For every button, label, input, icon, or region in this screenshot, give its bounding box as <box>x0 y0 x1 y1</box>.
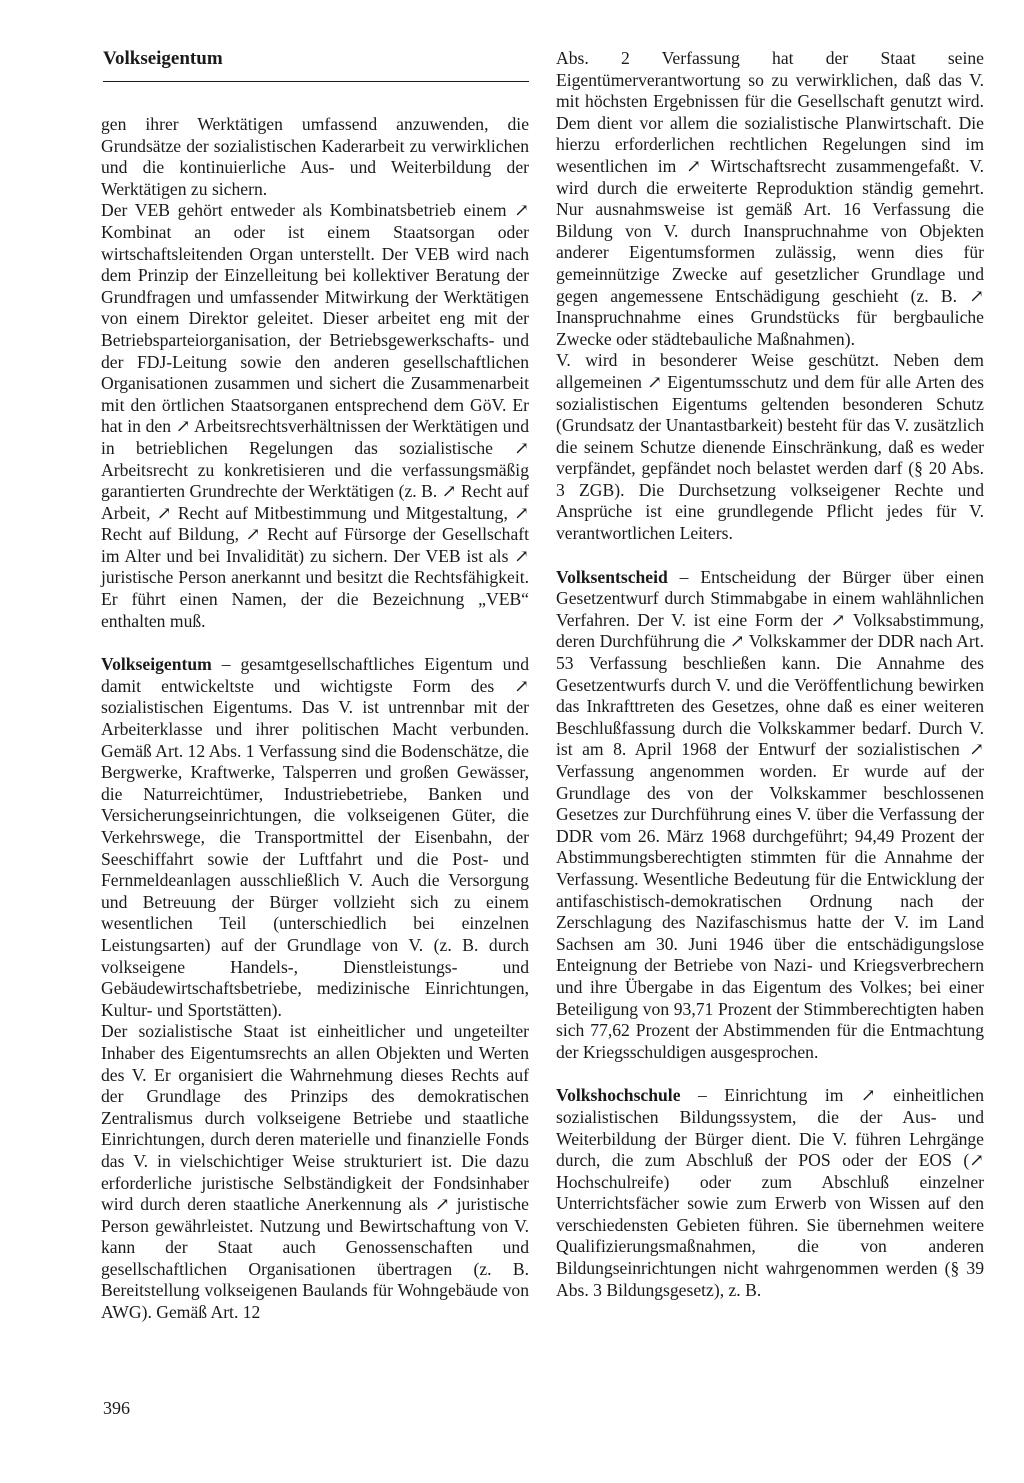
entry-text: – gesamtgesellschaftliches Eigentum und damit entwickeltste und wichtigste Form des ↗ sozialistischen Eigentums. Das V. ist untrennbar mit der Arbeiterklasse und ihrer politischen Macht verbunden. Gemäß Art. 12 Abs. 1 Verfassung sind die Bodenschätze, die Bergwerke, Kraftwerke, Talsperren und großen Gewässer, die Naturreichtümer, Industriebetriebe, Banken und Versicherungseinrichtungen, die volkseigenen Güter, die Verkehrswege, die Transportmittel der Eisenbahn, der Seeschiffahrt sowie der Luftfahrt und die Post- und Fernmeldeanlagen ausschließlich V. Auch die Versorgung und Betreuung der Bürger vollzieht sich zu einem wesentlichen Teil (unterschiedlich bei einzelnen Leistungsarten) auf der Grundlage von V. (z. B. durch volkseigene Handels-, Dienstleistungs- und Gebäudewirtschaftsbetriebe, medizinische Einrichtungen, Kultur- und Sportstätten). <box>101 654 529 1020</box>
page-number: 396 <box>103 1398 130 1418</box>
entry-term: Volksentscheid <box>556 566 668 587</box>
paragraph-text: Abs. 2 Verfassung hat der Staat seine Eigentümerverantwortung so zu verwirklichen, daß das V. mit höchsten Ergebnissen für die Gesellschaft genutzt wird. Dem dient vor allem die sozialistische Planwirtschaft. Die hierzu erforderlichen rechtlichen Regelungen sind im wesentlichen im ↗ Wirtschaftsrecht zusammengefaßt. V. wird durch die erweiterte Reproduktion ständig gemehrt. Nur ausnahmsweise ist gemäß Art. 16 Verfassung die Bildung von V. durch Inanspruchnahme von Objekten anderer Eigentumsformen zulässig, wenn dies für gemeinnützige Zwecke auf gesetzlicher Grundlage und gegen angemessene Entschädigung geschieht (z. B. ↗ Inanspruchnahme eines Grundstücks für bergbauliche Zwecke oder städtebauliche Maßnahmen). <box>556 48 984 349</box>
entry-volkseigentum <box>101 654 529 1021</box>
entry-term: Volkshochschule <box>556 1085 681 1106</box>
header-rule <box>103 81 529 82</box>
paragraph <box>101 114 529 200</box>
paragraph <box>101 200 529 632</box>
entry-volkshochschule <box>556 1085 984 1301</box>
paragraph-text: Der VEB gehört entweder als Kombinatsbetrieb einem ↗ Kombinat an oder ist einem Staatsorgan oder wirtschaftsleitenden Organ unterstellt. Der VEB wird nach dem Prinzip der Einzelleitung bei kollektiver Beratung der Grundfragen und umfassender Mitwirkung der Werktätigen von einem Direktor geleitet. Dieser arbeitet eng mit der Betriebsparteiorganisation, der Betriebsgewerkschafts- und der FDJ-Leitung sowie den anderen gesellschaftlichen Organisationen zusammen und sichert die Zusammenarbeit mit den örtlichen Staatsorganen entsprechend dem GöV. Er hat in den ↗ Arbeitsrechtsverhältnissen der Werktätigen und in betrieblichen Regelungen das sozialistische ↗ Arbeitsrecht zu konkretisieren und die verfassungsmäßig garantierten Grundrechte der Werktätigen (z. B. ↗ Recht auf Arbeit, ↗ Recht auf Mitbestimmung und Mitgestaltung, ↗ Recht auf Bildung, ↗ Recht auf Fürsorge der Gesellschaft im Alter und bei Invalidität) zu sichern. Der VEB ist als ↗ juristische Person anerkannt und besitzt die Rechtsfähigkeit. Er führt einen Namen, der die Bezeichnung „VEB“ enthalten muß. <box>101 200 529 631</box>
running-head: Volkseigentum <box>103 48 223 69</box>
paragraph-text: Der sozialistische Staat ist einheitlicher und ungeteilter Inhaber des Eigentumsrechts an allen Objekten und Werten des V. Er organisiert die Wahrnehmung dieses Rechts auf der Grundlage des Prinzips des demokratischen Zentralismus durch volkseigene Betriebe und staatliche Einrichtungen, durch deren materielle und finanzielle Fonds das V. in vielschichtiger Weise strukturiert ist. Die dazu erforderliche juristische Selbständigkeit der Fondsinhaber wird durch deren staatliche Anerkennung als ↗ juristische Person gewährleistet. Nutzung und Bewirtschaftung von V. kann der Staat auch Genossenschaften und gesellschaftlichen Organisationen übertragen (z. B. Bereitstellung volkseigenen Baulands für Wohngebäude von AWG). Gemäß Art. 12 <box>101 1021 529 1323</box>
paragraph-text: V. wird in besonderer Weise geschützt. Neben dem allgemeinen ↗ Eigentumsschutz und dem für alle Arten des sozialistischen Eigentums geltenden besonderen Schutz (Grundsatz der Unantastbarkeit) besteht für das V. zusätzlich die seinem Schutze dienende Einschränkung, daß es weder verpfändet, gepfändet noch belastet werden darf (§ 20 Abs. 3 ZGB). Die Durchsetzung volkseigener Rechte und Ansprüche ist eine grundlegende Pflicht jedes für V. verantwortlichen Leiters. <box>556 350 984 544</box>
paragraph <box>556 48 984 350</box>
right-column <box>556 48 984 1301</box>
paragraph <box>556 350 984 544</box>
entry-volksentscheid <box>556 567 984 1064</box>
entry-term: Volkseigentum <box>101 654 212 675</box>
paragraph <box>101 1021 529 1323</box>
left-column <box>101 114 529 1324</box>
entry-text: – Entscheidung der Bürger über einen Gesetzentwurf durch Stimmabgabe in einem wahlähnlichen Verfahren. Der V. ist eine Form der ↗ Volksabstimmung, deren Durchführung die ↗ Volkskammer der DDR nach Art. 53 Verfassung beschließen kann. Die Annahme des Gesetzentwurfs durch V. und die Veröffentlichung bewirken das Inkrafttreten des Gesetzes, ohne daß es einer weiteren Beschlußfassung durch die Volkskammer bedarf. Durch V. ist am 8. April 1968 der Entwurf der sozialistischen ↗ Verfassung angenommen worden. Er wurde auf der Grundlage des von der Volkskammer beschlossenen Gesetzes zur Durchführung eines V. über die Verfassung der DDR vom 26. März 1968 durchgeführt; 94,49 Prozent der Abstimmungsberechtigten stimmten für die Annahme der Verfassung. Wesentliche Bedeutung für die Entwicklung der antifaschistisch-demokratischen Ordnung nach der Zerschlagung des Nazifaschismus hatte der V. im Land Sachsen am 30. Juni 1946 über die entschädigungslose Enteignung der Betriebe von Nazi- und Kriegsverbrechern und ihre Übergabe in das Eigentum des Volkes; bei einer Beteiligung von 93,71 Prozent der Stimmberechtigten haben sich 77,62 Prozent der Abstimmenden für die Entmachtung der Kriegsschuldigen ausgesprochen. <box>556 566 984 1062</box>
paragraph-text: gen ihrer Werktätigen umfassend anzuwenden, die Grundsätze der sozialistischen Kaderarbeit zu verwirklichen und die kontinuierliche Aus- und Weiterbildung der Werktätigen zu sichern. <box>101 114 529 199</box>
entry-text: – Einrichtung im ↗ einheitlichen sozialistischen Bildungssystem, die der Aus- und Weiterbildung der Bürger dient. Die V. führen Lehrgänge durch, die zum Abschluß der POS oder der EOS (↗ Hochschulreife) oder zum Abschluß einzelner Unterrichtsfächer sowie zum Erwerb von Wissen auf den verschiedensten Gebieten führen. Sie übernehmen weitere Qualifizierungsmaßnahmen, die von anderen Bildungseinrichtungen nicht wahrgenommen werden (§ 39 Abs. 3 Bildungsgesetz), z. B. <box>556 1085 984 1300</box>
